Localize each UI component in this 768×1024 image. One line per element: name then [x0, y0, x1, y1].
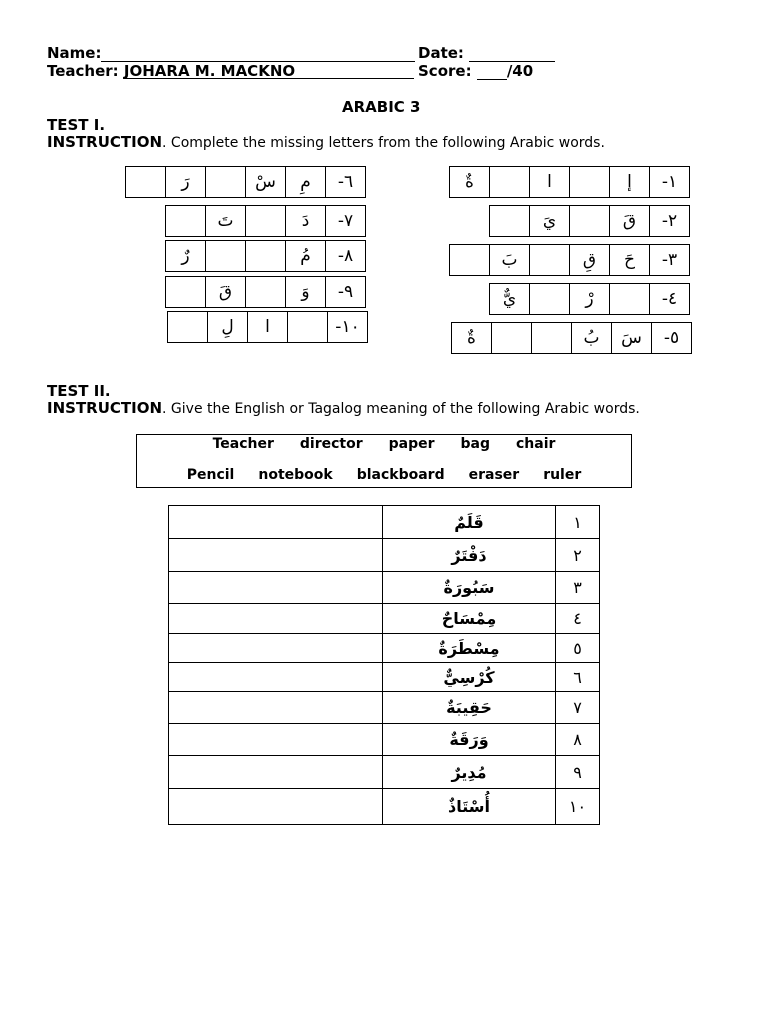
answer-cell[interactable] — [169, 506, 383, 539]
item-number: ٩ — [556, 756, 600, 789]
arabic-word: مِسْطَرَةٌ — [383, 634, 556, 663]
word-bank-item: notebook — [258, 467, 333, 483]
word-bank-item: blackboard — [356, 467, 445, 483]
table-row — [169, 604, 600, 634]
blank-cell[interactable] — [167, 311, 208, 343]
name-label: Name: — [47, 44, 102, 62]
letter-cell: قَ — [205, 276, 246, 308]
score-total: /40 — [506, 62, 534, 80]
arabic-word: حَقِيبَةٌ — [383, 692, 556, 724]
blank-cell[interactable] — [529, 244, 570, 276]
word-bank-item: Pencil — [186, 467, 235, 483]
blank-cell[interactable] — [205, 166, 246, 198]
blank-cell[interactable] — [489, 205, 530, 237]
blank-cell[interactable] — [245, 276, 286, 308]
blank-cell[interactable] — [569, 205, 610, 237]
test1-row-4 — [490, 283, 690, 315]
table-row — [169, 724, 600, 756]
row-number: -٢ — [649, 205, 690, 237]
word-bank-item: ruler — [543, 467, 582, 483]
answer-cell[interactable] — [169, 604, 383, 634]
item-number: ١٠ — [556, 789, 600, 825]
test1-instruction-text: . Complete the missing letters from the following Arabic words. — [162, 135, 605, 151]
word-bank-row-1 — [137, 436, 631, 452]
letter-cell: تَ — [205, 205, 246, 237]
blank-cell[interactable] — [569, 166, 610, 198]
blank-cell[interactable] — [529, 283, 570, 315]
word-bank-item: bag — [460, 436, 490, 452]
blank-cell[interactable] — [245, 205, 286, 237]
item-number: ٣ — [556, 572, 600, 604]
item-number: ٧ — [556, 692, 600, 724]
item-number: ٦ — [556, 663, 600, 692]
word-bank — [136, 434, 632, 488]
answer-cell[interactable] — [169, 724, 383, 756]
blank-cell[interactable] — [287, 311, 328, 343]
table-row — [169, 692, 600, 724]
row-number: -١ — [649, 166, 690, 198]
letter-cell: دَ — [285, 205, 326, 237]
blank-cell[interactable] — [205, 240, 246, 272]
test1-row-7 — [166, 205, 366, 237]
table-row — [169, 572, 600, 604]
test1-row-9 — [166, 276, 366, 308]
test1-heading: TEST I. — [47, 116, 106, 134]
test2-instruction-text: . Give the English or Tagalog meaning of the following Arabic words. — [162, 401, 640, 417]
word-bank-row-2 — [137, 467, 631, 483]
letter-cell: سَ — [611, 322, 652, 354]
test1-row-8 — [166, 240, 366, 272]
letter-cell: ا — [529, 166, 570, 198]
item-number: ١ — [556, 506, 600, 539]
letter-cell: مِ — [285, 166, 326, 198]
answer-cell[interactable] — [169, 789, 383, 825]
letter-cell: رٌ — [165, 240, 206, 272]
letter-cell: يٌّ — [489, 283, 530, 315]
answer-cell[interactable] — [169, 756, 383, 789]
teacher-line — [47, 62, 414, 80]
test2-instruction — [47, 399, 640, 417]
letter-cell: قِ — [569, 244, 610, 276]
answer-cell[interactable] — [169, 692, 383, 724]
word-bank-item: chair — [516, 436, 556, 452]
test1-row-3 — [450, 244, 690, 276]
blank-cell[interactable] — [165, 205, 206, 237]
word-bank-item: paper — [388, 436, 435, 452]
letter-cell: لِ — [207, 311, 248, 343]
letter-cell: يَ — [529, 205, 570, 237]
table-row — [169, 539, 600, 572]
teacher-name: JOHARA M. MACKNO — [124, 64, 414, 79]
row-number: -٥ — [651, 322, 692, 354]
test2-heading: TEST II. — [47, 382, 111, 400]
arabic-word: وَرَقَةٌ — [383, 724, 556, 756]
arabic-word: سَبُورَةٌ — [383, 572, 556, 604]
row-number: -١٠ — [327, 311, 368, 343]
letter-cell: رَ — [165, 166, 206, 198]
word-bank-item: Teacher — [212, 436, 274, 452]
item-number: ٤ — [556, 604, 600, 634]
letter-cell: حَ — [609, 244, 650, 276]
letter-cell: بَ — [489, 244, 530, 276]
blank-cell[interactable] — [609, 283, 650, 315]
teacher-label: Teacher: — [47, 62, 119, 80]
letter-cell: مُ — [285, 240, 326, 272]
test1-instruction — [47, 133, 605, 151]
letter-cell: وَ — [285, 276, 326, 308]
blank-cell[interactable] — [491, 322, 532, 354]
test1-row-1 — [450, 166, 690, 198]
date-line — [418, 44, 555, 62]
blank-cell[interactable] — [531, 322, 572, 354]
row-number: -٦ — [325, 166, 366, 198]
test1-row-10 — [168, 311, 368, 343]
page-title: ARABIC 3 — [342, 98, 421, 116]
table-row — [169, 634, 600, 663]
word-bank-item: eraser — [468, 467, 520, 483]
blank-cell[interactable] — [125, 166, 166, 198]
test1-instruction-label: INSTRUCTION — [47, 133, 163, 151]
letter-cell: سْ — [245, 166, 286, 198]
row-number: -٧ — [325, 205, 366, 237]
answer-cell[interactable] — [169, 634, 383, 663]
table-row — [169, 663, 600, 692]
answer-cell[interactable] — [169, 572, 383, 604]
table-row — [169, 789, 600, 825]
answer-cell[interactable] — [169, 539, 383, 572]
item-number: ٨ — [556, 724, 600, 756]
letter-cell: ةٌ — [449, 166, 490, 198]
score-line — [418, 62, 533, 80]
word-bank-item: director — [299, 436, 363, 452]
arabic-word: أُسْتَاذٌ — [383, 789, 556, 825]
test1-row-6 — [126, 166, 366, 198]
letter-cell: قَ — [609, 205, 650, 237]
test2-instruction-label: INSTRUCTION — [47, 399, 163, 417]
letter-cell: بُ — [571, 322, 612, 354]
row-number: -٨ — [325, 240, 366, 272]
letter-cell: رْ — [569, 283, 610, 315]
score-label: Score: — [418, 62, 472, 80]
test1-row-2 — [490, 205, 690, 237]
letter-cell: ا — [247, 311, 288, 343]
arabic-word: مِمْسَاحٌ — [383, 604, 556, 634]
item-number: ٥ — [556, 634, 600, 663]
arabic-word: كُرْسِيٌّ — [383, 663, 556, 692]
table-row — [169, 506, 600, 539]
blank-cell[interactable] — [165, 276, 206, 308]
arabic-word: قَلَمٌ — [383, 506, 556, 539]
arabic-word: مُدِيرٌ — [383, 756, 556, 789]
row-number: -٩ — [325, 276, 366, 308]
vocabulary-table — [168, 505, 600, 825]
row-number: -٣ — [649, 244, 690, 276]
name-blank[interactable] — [101, 47, 415, 62]
answer-cell[interactable] — [169, 663, 383, 692]
row-number: -٤ — [649, 283, 690, 315]
letter-cell: ةٌ — [451, 322, 492, 354]
blank-cell[interactable] — [245, 240, 286, 272]
table-row — [169, 756, 600, 789]
score-blank[interactable] — [477, 65, 507, 80]
date-label: Date: — [418, 44, 464, 62]
arabic-word: دَفْتَرٌ — [383, 539, 556, 572]
test1-row-5 — [452, 322, 692, 354]
blank-cell[interactable] — [489, 166, 530, 198]
blank-cell[interactable] — [449, 244, 490, 276]
date-blank[interactable] — [469, 47, 555, 62]
item-number: ٢ — [556, 539, 600, 572]
letter-cell: إ — [609, 166, 650, 198]
name-line — [47, 44, 415, 62]
